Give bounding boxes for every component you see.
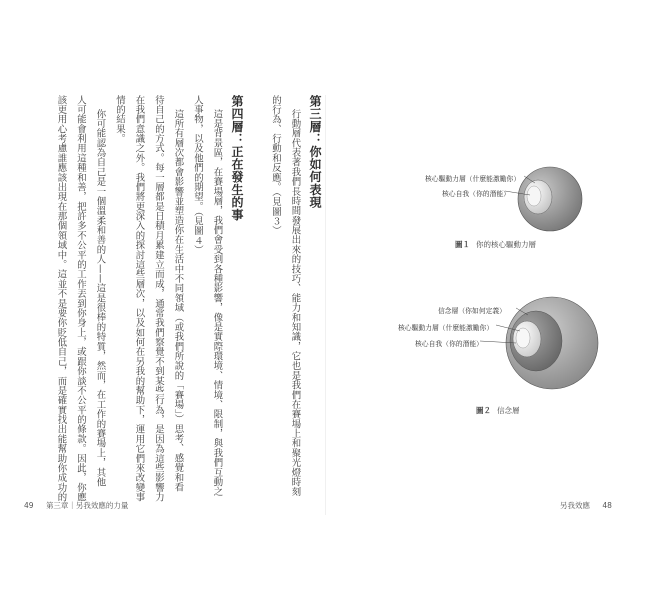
fig2-label-core-self: 核心自我（你的潛能） — [415, 340, 483, 348]
left-folio — [24, 500, 128, 511]
text-column: 行動層代表著我們長時間發展出來的技巧、能力和知識，它也是我們在賽場上和聚光燈時刻 — [289, 109, 301, 497]
text-column: 在我們意識之外。我們將更深入的探討這些層次，以及如何在另我的幫助下，運用它們來改變事 — [133, 95, 145, 502]
text-column: 人可能會利用這種和善，把許多不公平的工作丟到你身上，或跟你談不公平的條款。因此，你應 — [75, 95, 86, 502]
section-heading: 第三層：你如何表現 — [308, 95, 322, 209]
fig1-caption-number: 圖１ — [455, 240, 470, 249]
fig1-caption-text: 你的核心驅動力層 — [476, 240, 536, 249]
figure2-leader-lines — [330, 95, 635, 515]
fig2-caption-text: 信念層 — [497, 406, 520, 415]
section-heading: 第四層：正在發生的事 — [230, 95, 244, 221]
text-column: 的行為、行動和反應。（見圖３） — [270, 95, 281, 236]
left-running-head: 第三章｜另我效應的力量 — [45, 501, 129, 510]
text-column: 該更用心考慮誰應該出現在那個領域中。這並不是要你貶低自己，而是確實找出能幫助你成功的 — [55, 95, 67, 502]
right-running-head: 另我效應 — [560, 501, 590, 510]
right-page — [330, 95, 635, 515]
left-page — [20, 95, 320, 515]
fig2-label-belief: 信念層（你如何定義） — [438, 307, 506, 315]
fig2-caption-number: 圖２ — [476, 406, 491, 415]
left-page-number: 49 — [24, 501, 34, 510]
text-column: 待自己的方式。每一層都是日積月累建立而成，通常我們察覺不到某些行為，是因為這些影響力 — [153, 95, 164, 502]
page-gutter — [325, 95, 326, 515]
fig1-label-core-drive: 核心驅動力層（什麼能激勵你） — [425, 175, 521, 183]
fig1-label-core-self: 核心自我（你的潛能） — [442, 190, 510, 198]
text-column: 你可能認為自己是一個溫柔和善的人——這是很棒的特質，然而，在工作的賽場上，其他 — [94, 109, 106, 487]
text-column: 人事物，以及他們的期望。（見圖４） — [192, 95, 203, 256]
text-column: 這所有層次都會影響並塑造你在生活中不同領域（或我們所說的「賽場」）思考、感覺和看 — [172, 109, 184, 492]
fig2-caption — [476, 405, 520, 416]
fig2-label-core-drive: 核心驅動力層（什麼能激勵你） — [398, 324, 494, 332]
right-folio — [560, 500, 612, 511]
right-page-number: 48 — [602, 501, 612, 510]
text-column: 情的結果。 — [114, 95, 125, 144]
text-column: 這是背景區，在賽場層，我們會受到各種影響，像是實際環境、情境、限制，與我們互動之 — [211, 109, 223, 497]
